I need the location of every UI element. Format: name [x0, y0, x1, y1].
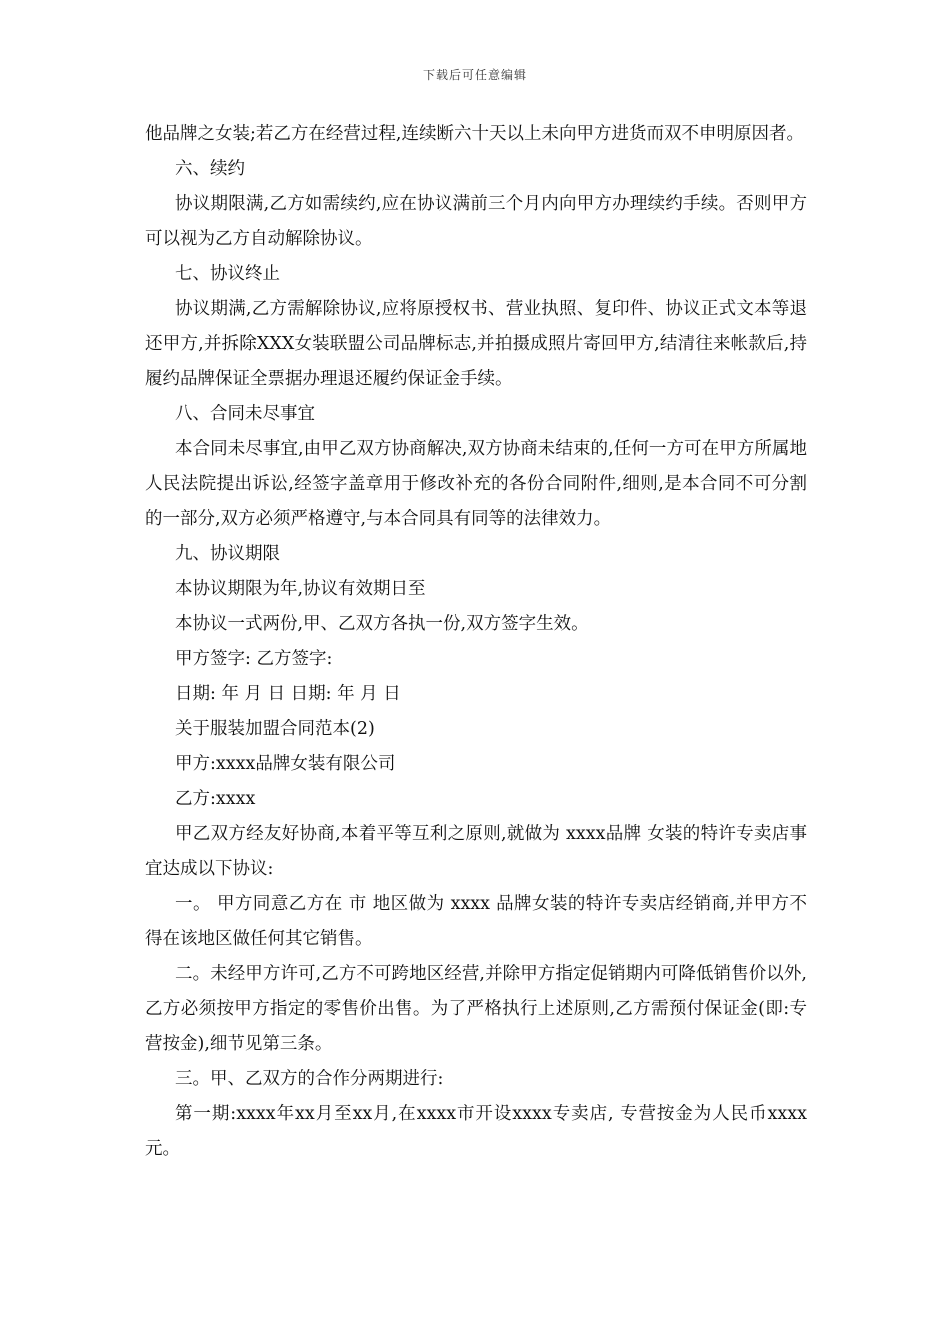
clause: 一。 甲方同意乙方在 市 地区做为 xxxx 品牌女装的特许专卖店经销商,并甲方不得在该地区做任何其它销售。 [145, 894, 807, 949]
paragraph: 协议期满,乙方需解除协议,应将原授权书、营业执照、复印件、协议正式文本等退还甲方,并拆除XXX女装联盟公司品牌标志,并拍摄成照片寄回甲方,结清往来帐款后,持履约品牌保证全票据办理退还履约保证金手续。 [145, 299, 807, 389]
paragraph: 协议期限满,乙方如需续约,应在协议满前三个月内向甲方办理续约手续。否则甲方可以视为乙方自动解除协议。 [145, 194, 807, 249]
party-b: 乙方:xxxx [175, 789, 256, 809]
section-heading: 六、续约 [175, 159, 245, 179]
party-a: 甲方:xxxx品牌女装有限公司 [175, 754, 396, 774]
page-header: 下载后可任意编辑 [422, 68, 527, 82]
section-heading: 七、协议终止 [175, 264, 280, 284]
document-body [145, 117, 807, 1167]
date-line: 日期: 年 月 日 日期: 年 月 日 [175, 684, 401, 704]
paragraph: 甲乙双方经友好协商,本着平等互利之原则,就做为 xxxx品牌 女装的特许专卖店事宜达成以下协议: [145, 824, 807, 879]
paragraph: 本协议一式两份,甲、乙双方各执一份,双方签字生效。 [175, 614, 589, 634]
section-heading: 八、合同未尽事宜 [175, 404, 315, 424]
clause: 三。甲、乙双方的合作分两期进行: [175, 1069, 444, 1089]
paragraph: 本协议期限为年,协议有效期日至 [175, 579, 426, 599]
signature-line: 甲方签字: 乙方签字: [175, 649, 333, 669]
clause: 第一期:xxxx年xx月至xx月,在xxxx市开设xxxx专卖店, 专营按金为人民币xxxx元。 [145, 1104, 807, 1159]
paragraph: 他品牌之女装;若乙方在经营过程,连续断六十天以上未向甲方进货而双不申明原因者。 [145, 124, 804, 144]
section-heading: 九、协议期限 [175, 544, 280, 564]
paragraph: 本合同未尽事宜,由甲乙双方协商解决,双方协商未结束的,任何一方可在甲方所属地人民法院提出诉讼,经签字盖章用于修改补充的各份合同附件,细则,是本合同不可分割的一部分,双方必须严格遵守,与本合同具有同等的法律效力。 [145, 439, 807, 529]
document-subtitle: 关于服装加盟合同范本(2) [175, 719, 375, 739]
clause: 二。未经甲方许可,乙方不可跨地区经营,并除甲方指定促销期内可降低销售价以外,乙方必须按甲方指定的零售价出售。为了严格执行上述原则,乙方需预付保证金(即:专营按金),细节见第三条。 [145, 964, 807, 1054]
